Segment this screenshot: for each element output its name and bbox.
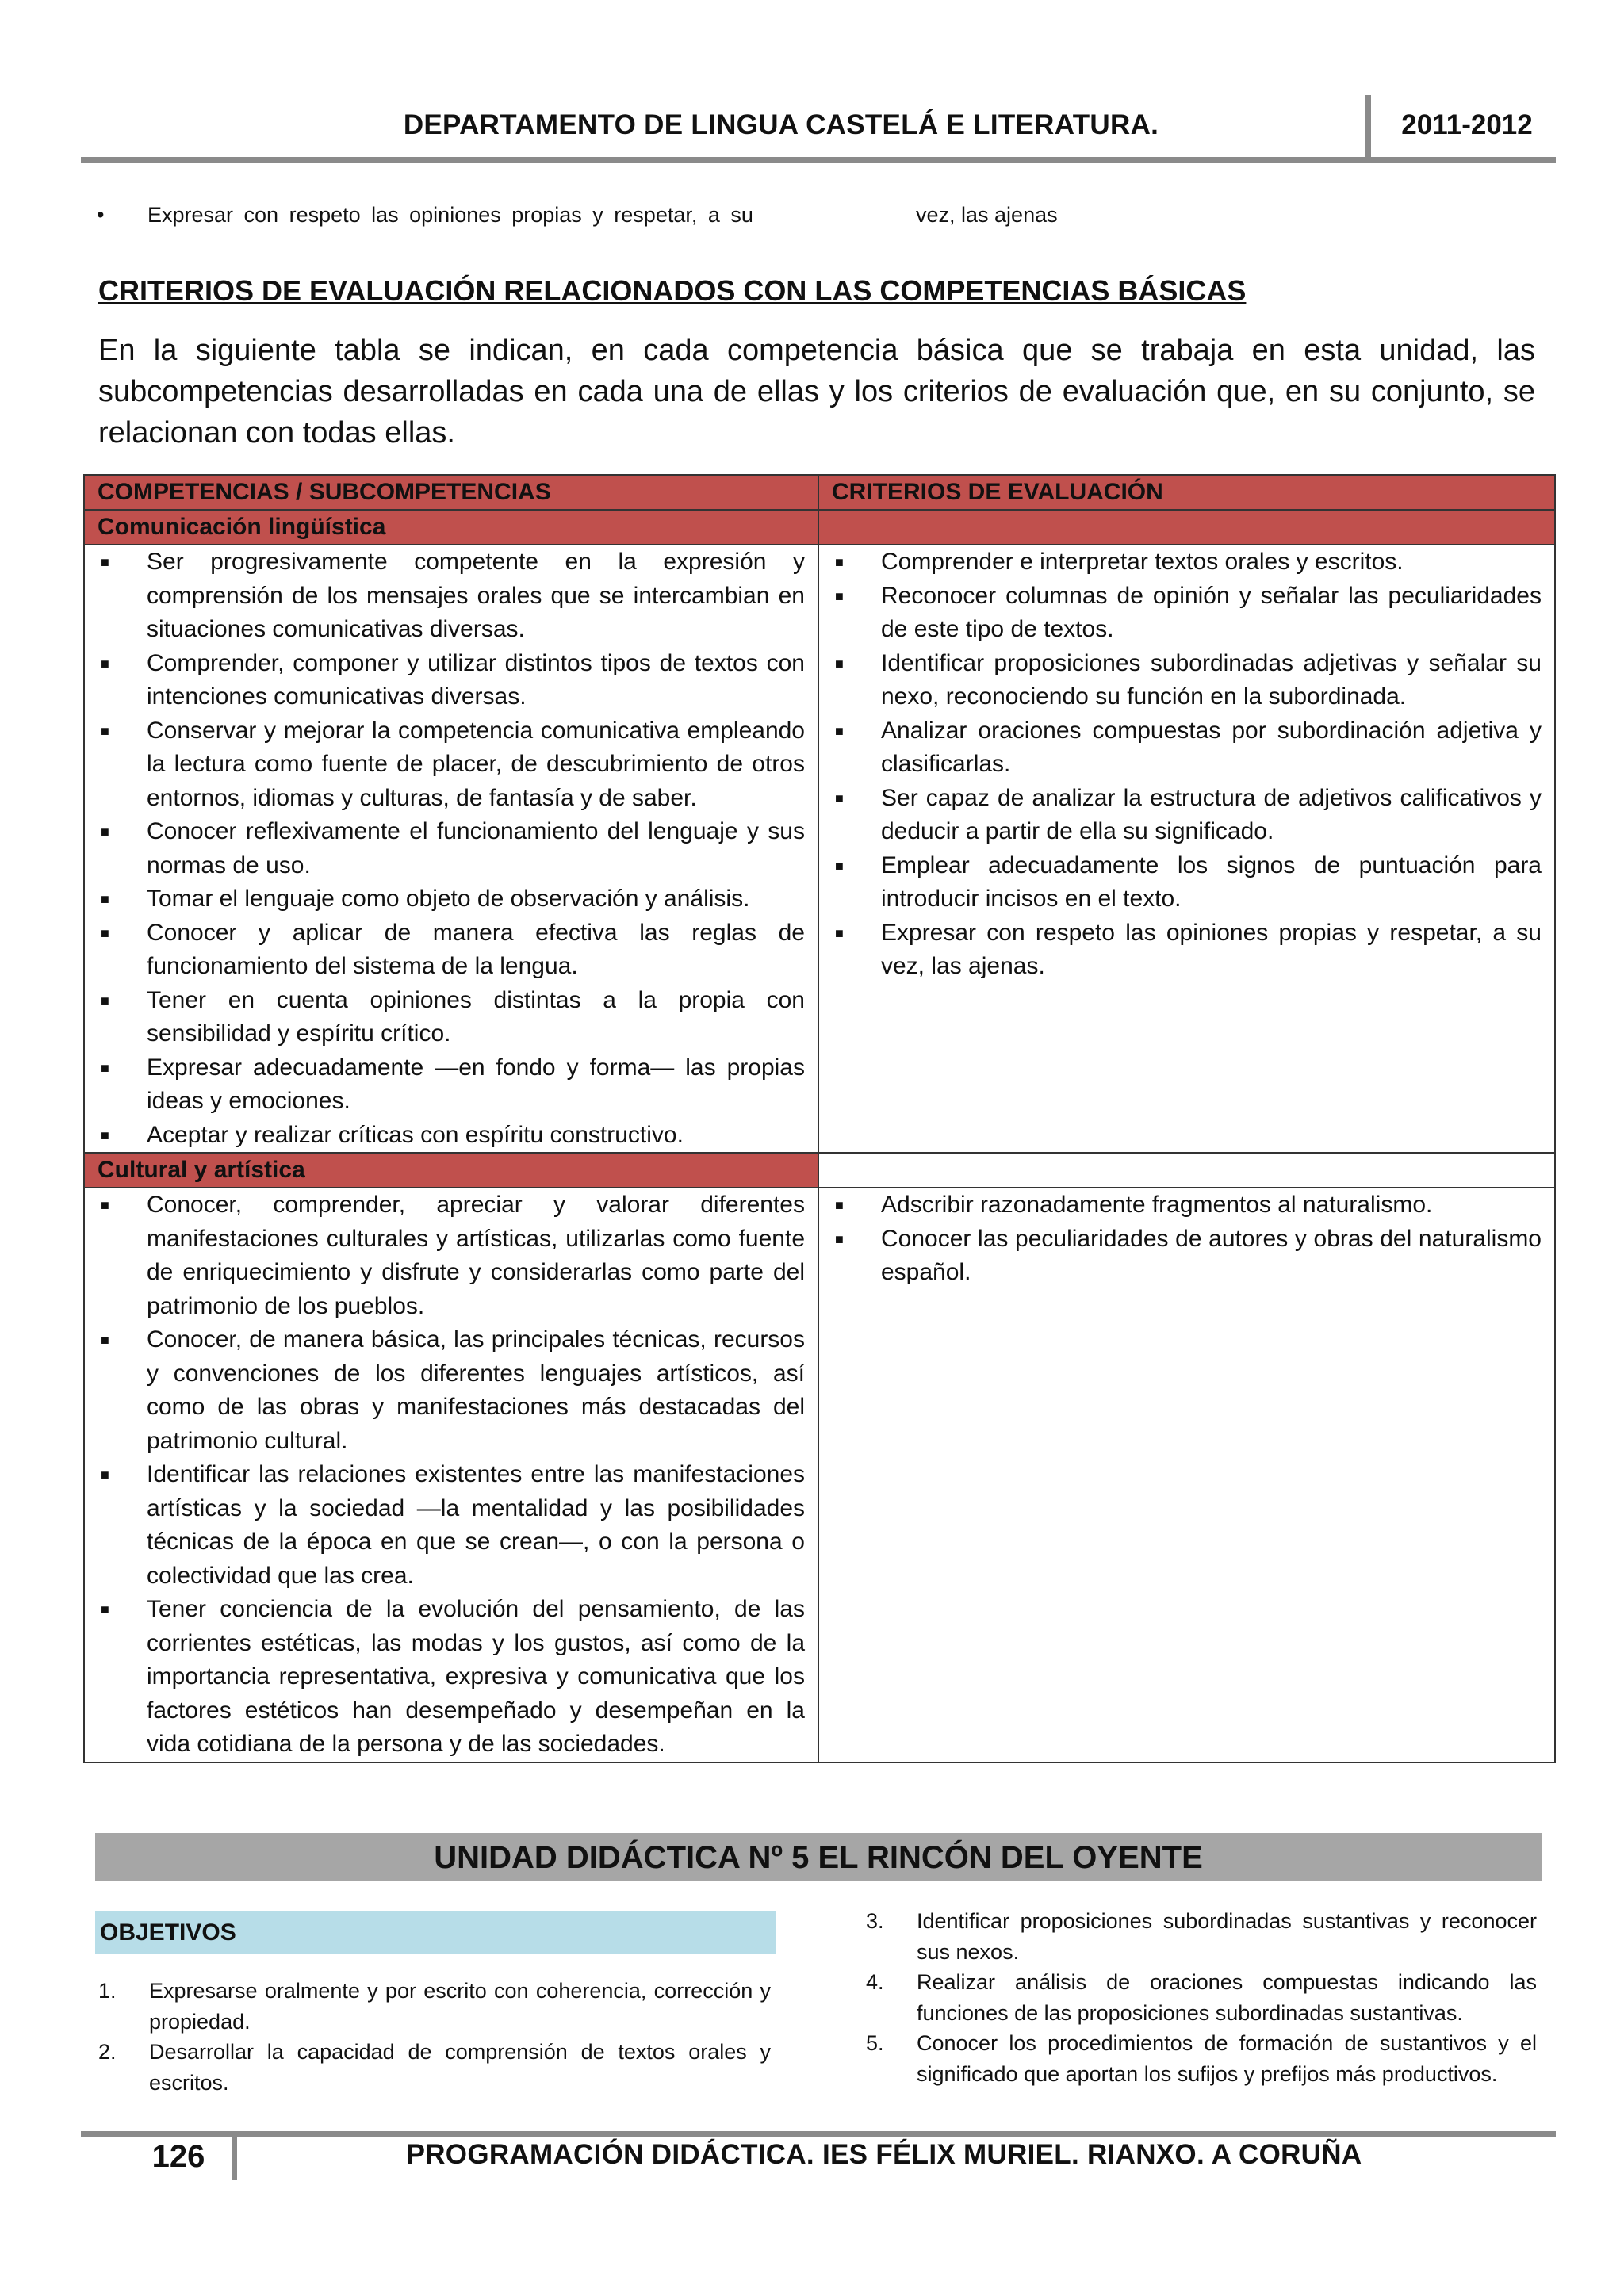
criterios-cell: [818, 545, 1555, 1153]
square-bullet-icon: ■: [101, 1601, 109, 1617]
list-item-text: Conocer y aplicar de manera efectiva las reglas de funcionamiento del sistema de la lengua.: [147, 919, 805, 979]
objetivo-number: 5.: [866, 2031, 884, 2055]
square-bullet-icon: ■: [101, 824, 109, 840]
content-row-cultural: [84, 1188, 1555, 1762]
subcompetencias-cell: [84, 545, 818, 1153]
competencias-table: [83, 474, 1556, 1763]
objetivo-item: [866, 2028, 1537, 2089]
square-bullet-icon: ■: [835, 924, 844, 941]
list-item-text: Tener en cuenta opiniones distintas a la propia con sensibilidad y espíritu crítico.: [147, 986, 805, 1047]
square-bullet-icon: ■: [835, 1230, 844, 1247]
objetivo-text: Expresarse oralmente y por escrito con coherencia, corrección y propiedad.: [149, 1979, 771, 2034]
square-bullet-icon: ■: [835, 554, 844, 570]
list-item-text: Conocer reflexivamente el funcionamiento del lenguaje y sus normas de uso.: [147, 818, 805, 878]
list-item-text: Tener conciencia de la evolución del pensamiento, de las corrientes estéticas, las modas y los gustos, así como de la importancia representativa, expresiva y comunicativa que los factores estéticos han desempeñado y desempeñan en la vida cotidiana de la persona y de las sociedades.: [147, 1596, 805, 1757]
header-title: DEPARTAMENTO DE LINGUA CASTELÁ E LITERATURA.: [403, 109, 1159, 140]
square-bullet-icon: ■: [835, 722, 844, 739]
criterios-list: [832, 1188, 1542, 1290]
list-item-text: Identificar proposiciones subordinadas adjetivas y señalar su nexo, reconociendo su función en la subordinada.: [881, 649, 1542, 710]
objetivo-number: 1.: [98, 1979, 117, 2003]
list-item-text: Identificar las relaciones existentes entre las manifestaciones artísticas y la sociedad —la mentalidad y las posibilidades técnicas de la época en que se crean—, o con la persona o colectividad que las crea.: [147, 1461, 805, 1589]
bullet-text-right: vez, las ajenas: [916, 203, 1058, 227]
list-item: [832, 647, 1542, 714]
section-title-comunicacion: Comunicación lingüística: [84, 510, 818, 545]
list-item-text: Aceptar y realizar críticas con espíritu constructivo.: [147, 1121, 684, 1148]
subcompetencias-list: [98, 1188, 805, 1762]
list-item: [98, 984, 805, 1051]
list-item: [832, 916, 1542, 984]
header-divider: [1365, 95, 1371, 162]
list-item: [98, 714, 805, 816]
section-blank-cell: [818, 1153, 1555, 1188]
criterios-list: [832, 545, 1542, 984]
list-item-text: Conocer las peculiaridades de autores y obras del naturalismo español.: [881, 1225, 1542, 1285]
square-bullet-icon: ■: [101, 924, 109, 941]
header-year: 2011-2012: [1401, 109, 1533, 140]
square-bullet-icon: ■: [835, 790, 844, 806]
objetivo-number: 3.: [866, 1909, 884, 1933]
section-title: CRITERIOS DE EVALUACIÓN RELACIONADOS CON LAS COMPETENCIAS BÁSICAS: [98, 274, 1247, 307]
objetivos-heading: OBJETIVOS: [95, 1911, 776, 1954]
list-item: [832, 1223, 1542, 1290]
header-rule: [81, 157, 1556, 163]
unit-banner: UNIDAD DIDÁCTICA Nº 5 EL RINCÓN DEL OYENTE: [95, 1833, 1542, 1881]
list-item: [98, 1593, 805, 1762]
list-item-text: Comprender e interpretar textos orales y escritos.: [881, 549, 1404, 575]
square-bullet-icon: ■: [101, 1467, 109, 1483]
square-bullet-icon: ■: [101, 655, 109, 672]
list-item: [98, 1188, 805, 1323]
list-item-text: Analizar oraciones compuestas por subordinación adjetiva y clasificarlas.: [881, 717, 1542, 777]
objetivo-item: [98, 1976, 771, 2037]
objetivo-item: [866, 1967, 1537, 2028]
section-blank-cell: [818, 510, 1555, 545]
square-bullet-icon: ■: [101, 722, 109, 739]
bullet-dot-icon: •: [97, 203, 105, 227]
list-item-text: Ser progresivamente competente en la expresión y comprensión de los mensajes orales que se intercambian en situaciones comunicativas diversas.: [147, 549, 805, 642]
subcompetencias-cell: [84, 1188, 818, 1762]
footer-divider: [232, 2136, 237, 2180]
header-cell-criterios: CRITERIOS DE EVALUACIÓN: [818, 475, 1555, 510]
square-bullet-icon: ■: [101, 1059, 109, 1076]
square-bullet-icon: ■: [101, 891, 109, 907]
section-row-comunicacion: [84, 510, 1555, 545]
list-item: [832, 580, 1542, 647]
bullet-text-left: Expresar con respeto las opiniones propias y respetar, a su: [147, 203, 753, 227]
list-item: [832, 545, 1542, 580]
list-item: [832, 782, 1542, 849]
list-item-text: Expresar adecuadamente —en fondo y forma— las propias ideas y emociones.: [147, 1054, 805, 1114]
square-bullet-icon: ■: [101, 1332, 109, 1348]
list-item: [832, 1188, 1542, 1223]
square-bullet-icon: ■: [101, 554, 109, 570]
list-item-text: Adscribir razonadamente fragmentos al naturalismo.: [881, 1192, 1433, 1218]
objetivo-number: 2.: [98, 2040, 117, 2064]
list-item: [98, 815, 805, 882]
square-bullet-icon: ■: [835, 587, 844, 604]
list-item-text: Conocer, de manera básica, las principales técnicas, recursos y convenciones de los diferentes lenguajes artísticos, así como de las obras y manifestaciones más destacadas del patrimonio cultural.: [147, 1326, 805, 1454]
objetivo-text: Realizar análisis de oraciones compuestas indicando las funciones de las proposiciones subordinadas sustantivas.: [917, 1970, 1537, 2025]
objetivo-item: [866, 1906, 1537, 1967]
list-item-text: Conservar y mejorar la competencia comunicativa empleando la lectura como fuente de placer, de descubrimiento de otros entornos, idiomas y culturas, de fantasía y de saber.: [147, 717, 805, 811]
square-bullet-icon: ■: [101, 1127, 109, 1143]
table-header-row: [84, 475, 1555, 510]
objetivo-text: Identificar proposiciones subordinadas sustantivas y reconocer sus nexos.: [917, 1909, 1537, 1964]
square-bullet-icon: ■: [835, 1197, 844, 1213]
objetivo-item: [98, 2037, 771, 2098]
list-item-text: Expresar con respeto las opiniones propias y respetar, a su vez, las ajenas.: [881, 919, 1542, 979]
objetivo-text: Conocer los procedimientos de formación de sustantivos y el significado que aportan los sufijos y prefijos más productivos.: [917, 2031, 1537, 2086]
intro-paragraph: En la siguiente tabla se indican, en cada competencia básica que se trabaja en esta unidad, las subcompetencias desarrolladas en cada una de ellas y los criterios de evaluación que, en su conjunto, se relacionan con todas ellas.: [98, 334, 1535, 450]
objetivo-number: 4.: [866, 1970, 884, 1994]
objetivos-list-left: [98, 1976, 771, 2098]
objetivo-text: Desarrollar la capacidad de comprensión de textos orales y escritos.: [149, 2040, 771, 2095]
section-row-cultural: [84, 1153, 1555, 1188]
list-item: [98, 647, 805, 714]
square-bullet-icon: ■: [101, 992, 109, 1008]
content-row-comunicacion: [84, 545, 1555, 1153]
list-item: [98, 545, 805, 647]
list-item: [98, 916, 805, 984]
list-item-text: Emplear adecuadamente los signos de puntuación para introducir incisos en el texto.: [881, 851, 1542, 912]
footer-text: PROGRAMACIÓN DIDÁCTICA. IES FÉLIX MURIEL. RIANXO. A CORUÑA: [406, 2139, 1362, 2170]
page-number: 126: [151, 2139, 205, 2174]
criterios-cell: [818, 1188, 1555, 1762]
list-item: [98, 1458, 805, 1593]
list-item-text: Comprender, componer y utilizar distintos tipos de textos con intenciones comunicativas diversas.: [147, 649, 805, 710]
list-item-text: Reconocer columnas de opinión y señalar las peculiaridades de este tipo de textos.: [881, 582, 1542, 642]
section-title-cultural: Cultural y artística: [84, 1153, 818, 1188]
list-item: [98, 882, 805, 916]
footer-rule: [81, 2131, 1556, 2137]
list-item-text: Tomar el lenguaje como objeto de observación y análisis.: [147, 886, 750, 912]
list-item: [832, 849, 1542, 916]
square-bullet-icon: ■: [101, 1197, 109, 1213]
list-item-text: Ser capaz de analizar la estructura de adjetivos calificativos y deducir a partir de ella su significado.: [881, 784, 1542, 844]
square-bullet-icon: ■: [835, 857, 844, 874]
list-item: [98, 1051, 805, 1119]
objetivos-list-right: [866, 1906, 1537, 2089]
header-cell-competencias: COMPETENCIAS / SUBCOMPETENCIAS: [84, 475, 818, 510]
list-item: [832, 714, 1542, 782]
subcompetencias-list: [98, 545, 805, 1152]
square-bullet-icon: ■: [835, 655, 844, 672]
list-item: [98, 1119, 805, 1153]
list-item-text: Conocer, comprender, apreciar y valorar diferentes manifestaciones culturales y artísticas, utilizarlas como fuente de enriquecimiento y disfrute y considerarlas como parte del patrimonio de los pueblos.: [147, 1192, 805, 1319]
list-item: [98, 1323, 805, 1458]
